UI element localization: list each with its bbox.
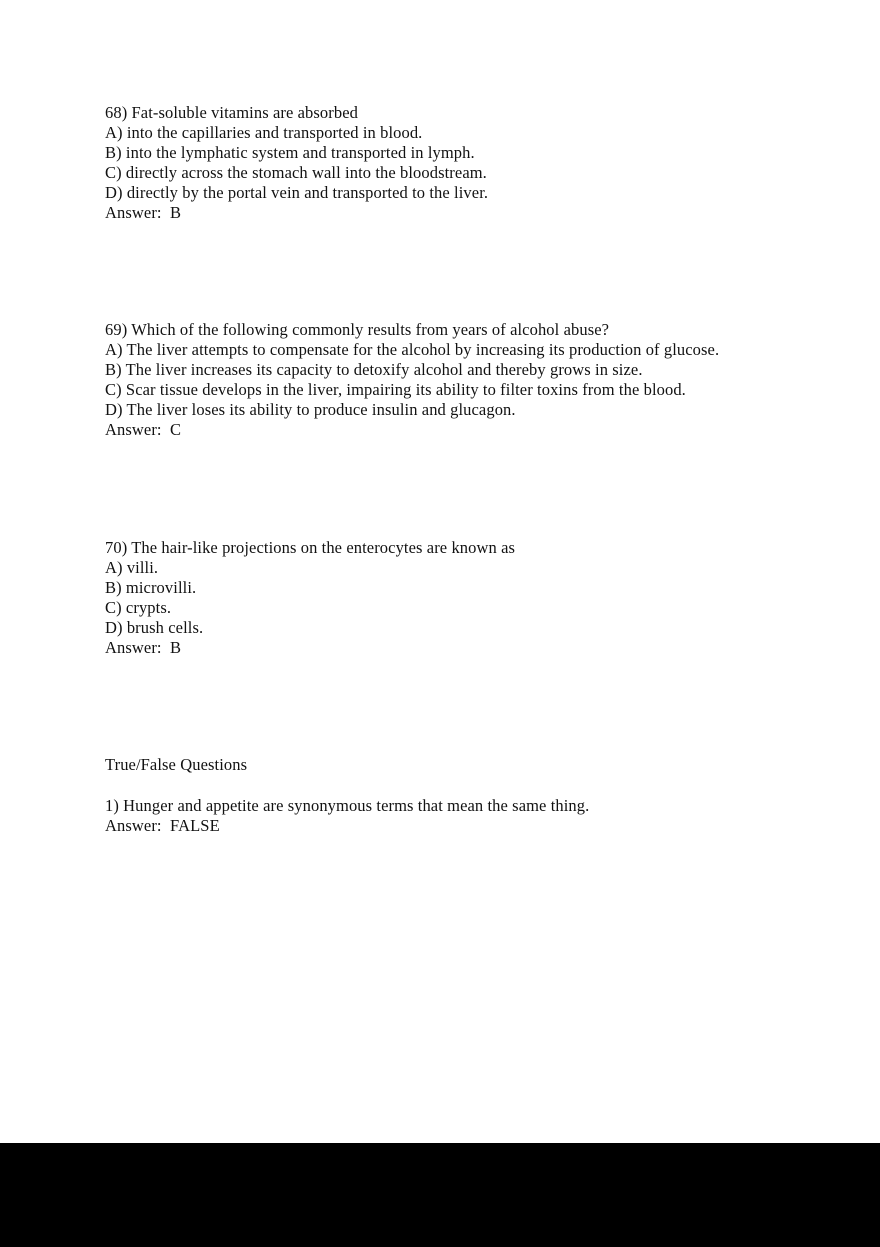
choice-c: C) crypts. [105, 597, 172, 617]
choice-c: C) directly across the stomach wall into the bloodstream. [105, 162, 487, 182]
choice-d: D) brush cells. [105, 617, 204, 637]
choice-c: C) Scar tissue develops in the liver, impairing its ability to filter toxins from the blood. [105, 379, 686, 399]
choice-b: B) into the lymphatic system and transported in lymph. [105, 142, 475, 162]
choice-d: D) directly by the portal vein and transported to the liver. [105, 182, 489, 202]
mc-question-block-69 [105, 320, 840, 439]
question-text: 1) Hunger and appetite are synonymous terms that mean the same thing. [105, 796, 590, 815]
answer-line: Answer: FALSE [105, 815, 220, 835]
question-text: 69) Which of the following commonly results from years of alcohol abuse? [105, 320, 610, 339]
answer-line: Answer: B [105, 637, 182, 657]
mc-question-block-70 [105, 538, 840, 657]
bottom-black-bar [0, 1143, 880, 1247]
choice-a: A) The liver attempts to compensate for the alcohol by increasing its production of glucose. [105, 339, 720, 359]
choice-b: B) microvilli. [105, 577, 197, 597]
section-heading-block [105, 755, 840, 775]
mc-question-block-68 [105, 103, 840, 222]
question-text: 70) The hair-like projections on the enterocytes are known as [105, 538, 516, 557]
question-text: 68) Fat-soluble vitamins are absorbed [105, 103, 358, 122]
choice-b: B) The liver increases its capacity to detoxify alcohol and thereby grows in size. [105, 359, 643, 379]
choice-d: D) The liver loses its ability to produce insulin and glucagon. [105, 399, 516, 419]
answer-line: Answer: C [105, 419, 182, 439]
section-heading: True/False Questions [105, 755, 248, 774]
tf-question-block-1 [105, 796, 840, 836]
choice-a: A) into the capillaries and transported in blood. [105, 122, 423, 142]
answer-line: Answer: B [105, 202, 182, 222]
choice-a: A) villi. [105, 557, 159, 577]
